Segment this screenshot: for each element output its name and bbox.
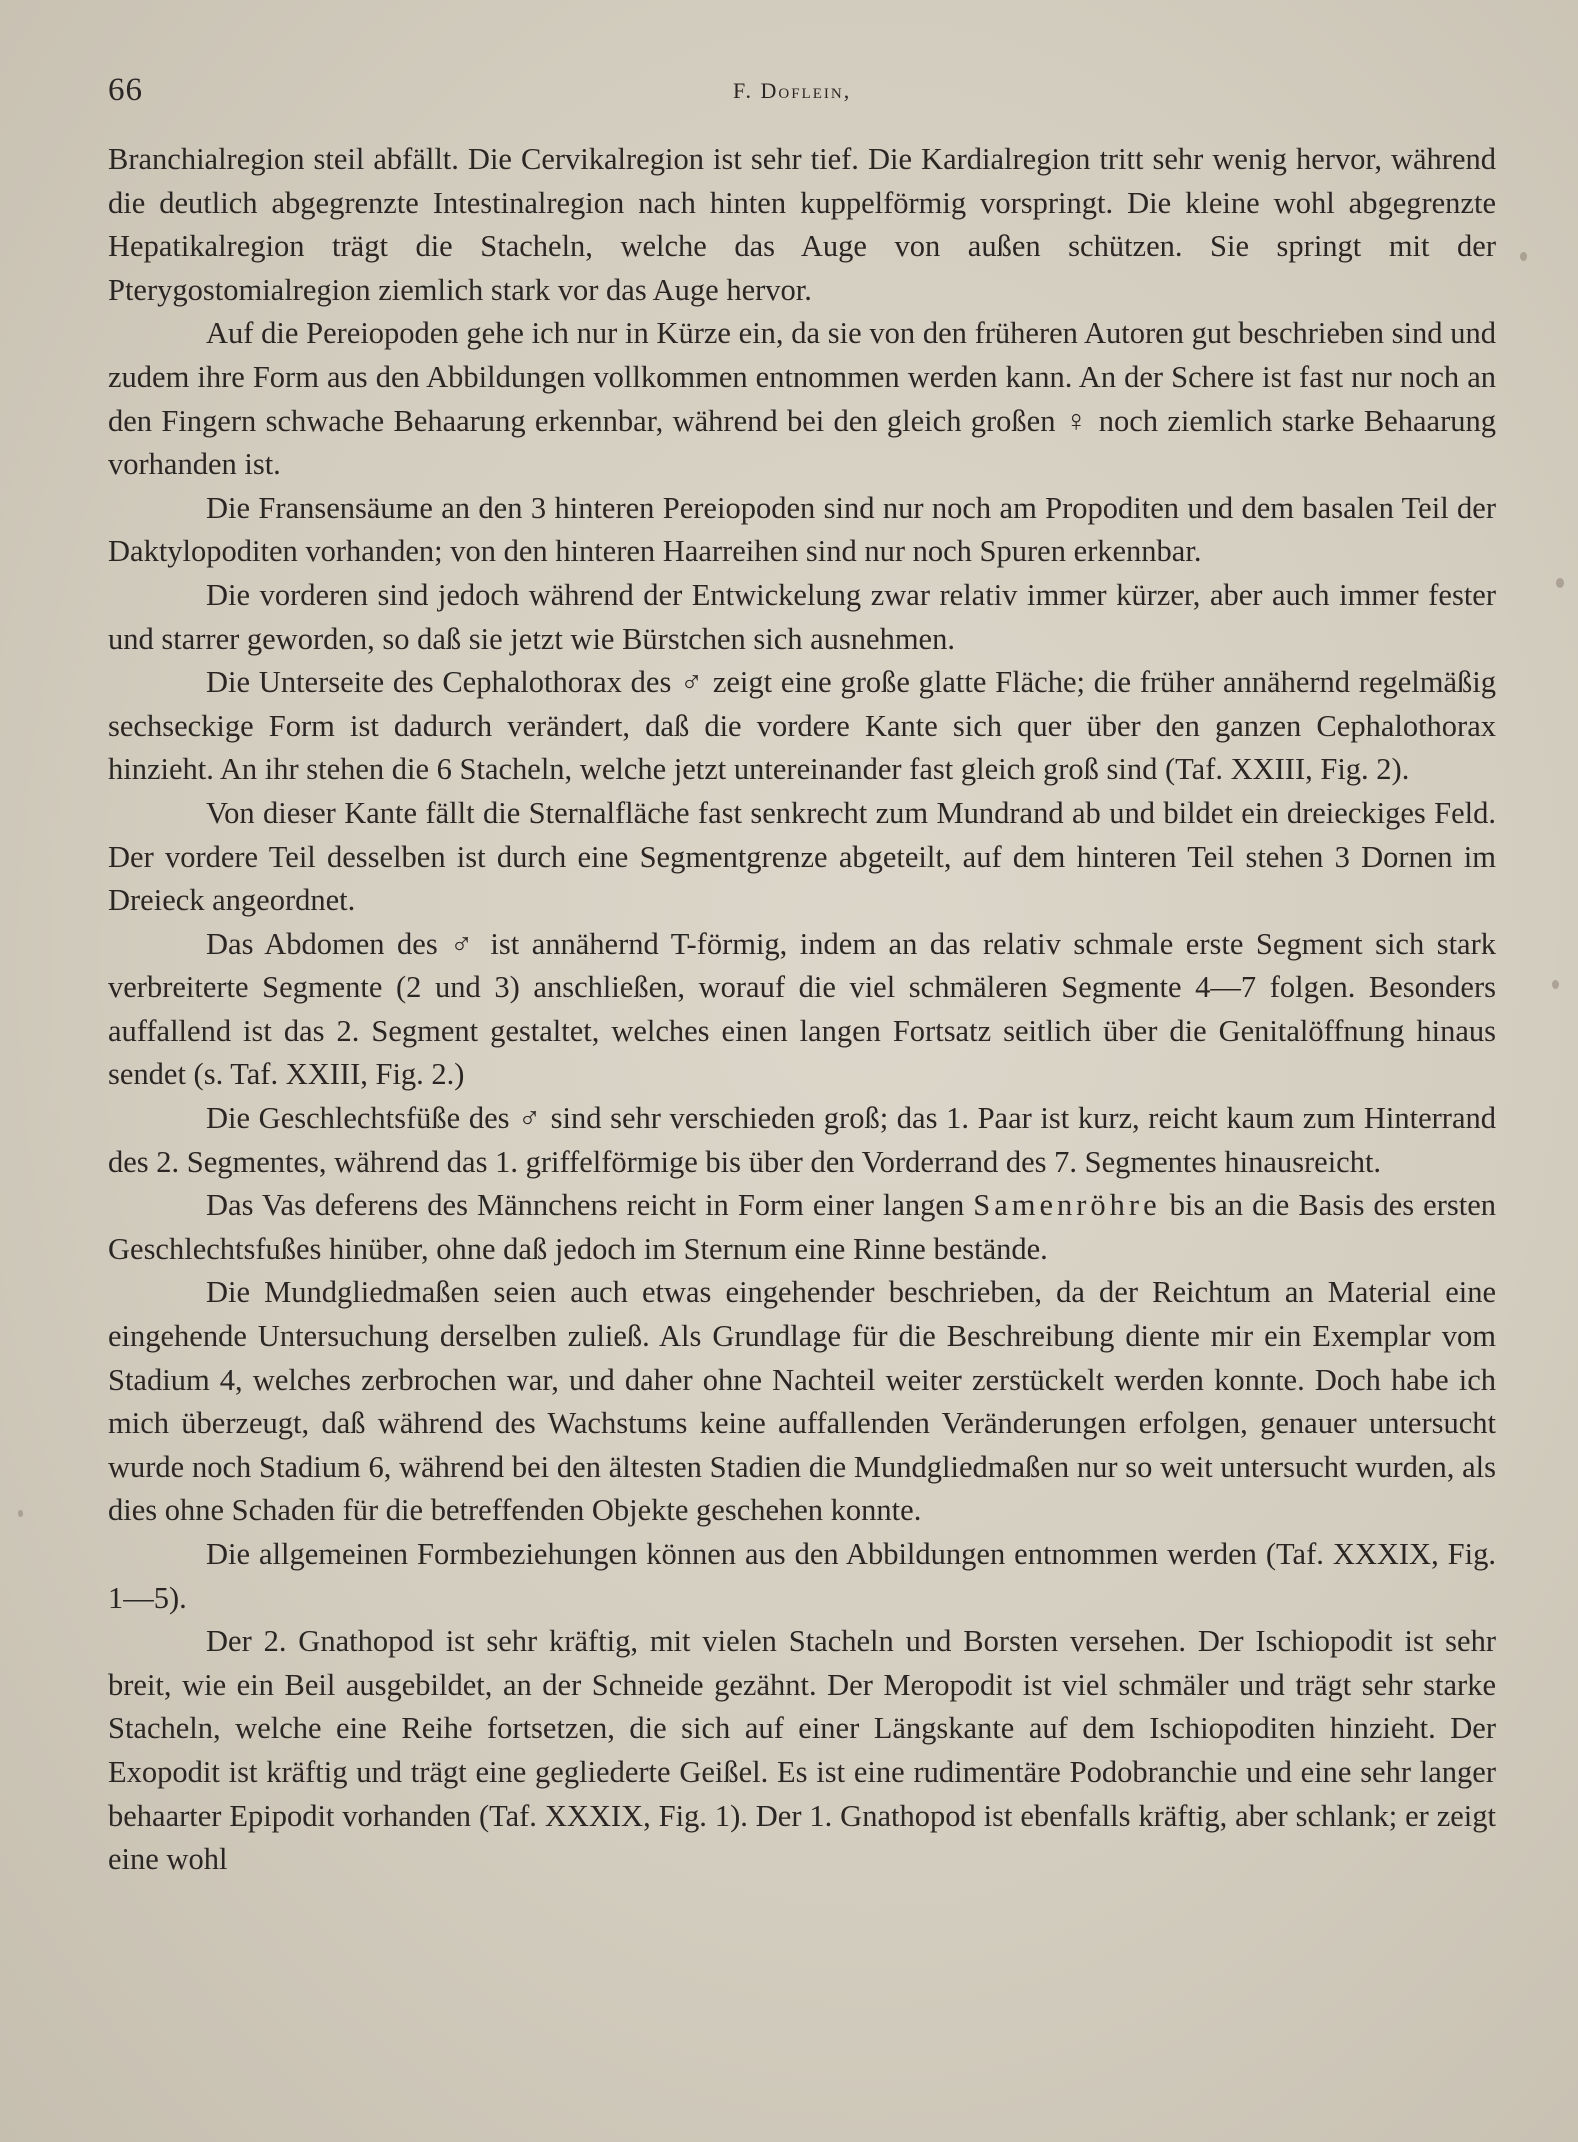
paragraph: Die Geschlechtsfüße des ♂ sind sehr verschieden groß; das 1. Paar ist kurz, reicht kaum zum Hinterrand des 2. Segmentes, während das 1. griffelförmige bis über den Vorderrand des 7. Segmentes hinausreicht. bbox=[108, 1101, 1496, 1179]
paragraph: Von dieser Kante fällt die Sternalfläche fast senkrecht zum Mundrand ab und bildet ein dreieckiges Feld. Der vordere Teil desselben ist durch eine Segmentgrenze abgeteilt, auf dem hinteren Teil stehen 3 Dornen im Dreieck angeordnet. bbox=[108, 795, 1496, 918]
paper-speck bbox=[1552, 980, 1559, 989]
paragraph: Die Mundgliedmaßen seien auch etwas eingehender beschrieben, da der Reichtum an Material eine eingehende Untersuchung derselben zuließ. Als Grundlage für die Beschreibung diente mir ein Exemplar vom Stadium 4, welches zerbrochen war, und daher ohne Nachteil weiter zerstückelt werden konnte. Doch habe ich mich überzeugt, daß während des Wachstums keine auffallenden Veränderungen erfolgen, genauer untersucht wurde noch Stadium 6, während bei den ältesten Stadien die Mundgliedmaßen nur so weit untersucht wurden, als dies ohne Schaden für die betreffenden Objekte geschehen konnte. bbox=[108, 1275, 1496, 1528]
paper-speck bbox=[1556, 578, 1564, 588]
paragraph: Der 2. Gnathopod ist sehr kräftig, mit vielen Stacheln und Borsten versehen. Der Ischiopodit ist sehr breit, wie ein Beil ausgebildet, an der Schneide gezähnt. Der Meropodit ist viel schmäler und trägt sehr starke Stacheln, welche eine Reihe fortsetzen, die sich auf einer Längskante auf dem Ischiopoditen hinzieht. Der Exopodit ist kräftig und trägt eine gegliederte Geißel. Es ist eine rudimentäre Podobranchie und eine sehr langer behaarter Epipodit vorhanden (Taf. XXXIX, Fig. 1). Der 1. Gnathopod ist ebenfalls kräftig, aber schlank; er zeigt eine wohl bbox=[108, 1624, 1496, 1877]
paragraph: Branchialregion steil abfällt. Die Cervikalregion ist sehr tief. Die Kardialregion tritt sehr wenig hervor, während die deutlich abgegrenzte Intestinalregion nach hinten kuppelförmig vorspringt. Die kleine wohl abgegrenzte Hepatikalregion trägt die Stacheln, welche das Auge von außen schützen. Sie springt mit der Pterygostomialregion ziemlich stark vor das Auge hervor. bbox=[108, 142, 1496, 307]
paper-speck bbox=[1520, 252, 1527, 261]
running-head: F. Doflein, bbox=[733, 78, 852, 103]
paragraph: Die vorderen sind jedoch während der Entwickelung zwar relativ immer kürzer, aber auch immer fester und starrer geworden, so daß sie jetzt wie Bürstchen sich ausnehmen. bbox=[108, 577, 1496, 656]
spaced-term: Samenröhre bbox=[973, 1188, 1161, 1223]
page-header bbox=[108, 72, 1488, 120]
paragraph-text: Das Vas deferens des Männchens reicht in Form einer langen bbox=[206, 1188, 974, 1223]
paragraph: Auf die Pereiopoden gehe ich nur in Kürze ein, da sie von den früheren Autoren gut beschrieben sind und zudem ihre Form aus den Abbildungen vollkommen entnommen werden kann. An der Schere ist fast nur noch an den Fingern schwache Behaarung erkennbar, während bei den gleich großen ♀ noch ziemlich starke Behaarung vorhanden ist. bbox=[108, 316, 1496, 482]
paper-speck bbox=[18, 1510, 23, 1517]
page-number: 66 bbox=[108, 72, 143, 108]
paragraph: Die allgemeinen Formbeziehungen können aus den Abbildungen entnommen werden (Taf. XXXIX, Fig. 1—5). bbox=[108, 1537, 1496, 1615]
paragraph: Das Abdomen des ♂ ist annähernd T-förmig, indem an das relativ schmale erste Segment sich stark verbreiterte Segmente (2 und 3) anschließen, worauf die viel schmäleren Segmente 4—7 folgen. Besonders auffallend ist das 2. Segment gestaltet, welches einen langen Fortsatz seitlich über die Genitalöffnung hinaus sendet (s. Taf. XXIII, Fig. 2.) bbox=[108, 926, 1496, 1092]
paragraph-text: bis an die Basis des ersten Geschlechtsfußes hinüber, ohne daß jedoch im Sternum eine Rinne bestände. bbox=[108, 1188, 1496, 1266]
paragraph: Die Unterseite des Cephalothorax des ♂ zeigt eine große glatte Fläche; die früher annähernd regelmäßig sechseckige Form ist dadurch verändert, daß die vordere Kante sich quer über den ganzen Cephalothorax hinzieht. An ihr stehen die 6 Stacheln, welche jetzt untereinander fast gleich groß sind (Taf. XXIII, Fig. 2). bbox=[108, 665, 1496, 787]
body-text bbox=[108, 138, 1496, 1882]
paragraph bbox=[108, 1184, 1496, 1271]
paragraph: Die Fransensäume an den 3 hinteren Pereiopoden sind nur noch am Propoditen und dem basalen Teil der Daktylopoditen vorhanden; von den hinteren Haarreihen sind nur noch Spuren erkennbar. bbox=[108, 490, 1496, 569]
